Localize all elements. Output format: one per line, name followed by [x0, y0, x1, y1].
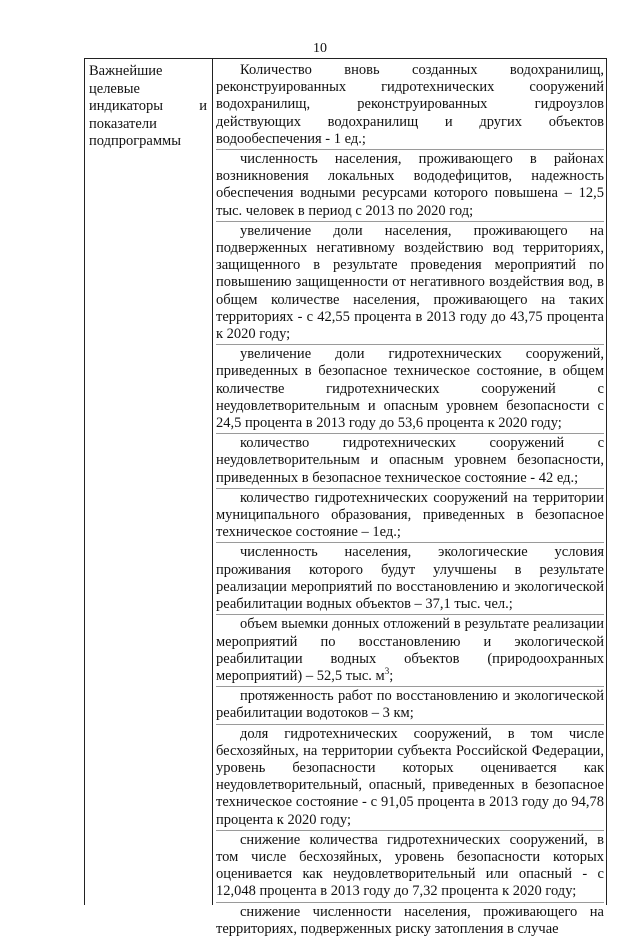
column-divider — [212, 59, 213, 905]
cubic-exponent: 3 — [384, 666, 390, 677]
indicator-ecology-population: численность населения, экологические условия проживания которого будут улучшены в результате реализации мероприятий по восстановлению и экологической реабилитации водных объектов – 37,1 тыс. чел.; — [216, 544, 604, 615]
indicator-ownerless-structures-share: доля гидротехнических сооружений, в том числе бесхозяйных, на территории субъекта Российской Федерации, уровень безопасности которых оценивается как неудовлетворительный, опасный, приведенных в безопасное техническое состояние - с 91,05 процента в 2013 году до 94,78 процента к 2020 году; — [216, 726, 604, 831]
indicator-safe-structures-share: увеличение доли гидротехнических сооружений, приведенных в безопасное техническое состояние, в общем количестве гидротехнических сооружений с неудовлетворительным и опасным уровнем безопасности с 24,5 процента в 2013 году до 53,6 процента к 2020 году; — [216, 346, 604, 434]
indicator-flood-risk-population: снижение численности населения, проживающего на территориях, подверженных риску затопления в случае — [216, 903, 604, 937]
indicator-municipal-structures-count: количество гидротехнических сооружений на территории муниципального образования, приведенных в безопасное техническое состояние – 1ед.; — [216, 490, 604, 544]
sediment-volume-text: объем выемки донных отложений в результате реализации мероприятий по восстановлению и экологической реабилитации водных объектов (природоохранных мероприятий) – 52,5 тыс. м — [216, 616, 604, 684]
indicator-safe-structures-count: количество гидротехнических сооружений с неудовлетворительным и опасным уровнем безопасности, приведенных в безопасное техническое состояние - 42 ед.; — [216, 435, 604, 489]
indicator-watercourse-length: протяженность работ по восстановлению и экологической реабилитации водотоков – 3 км; — [216, 688, 604, 724]
indicators-table — [84, 58, 607, 937]
indicator-sediment-volume — [216, 616, 604, 687]
indicator-water-deficit-population: численность населения, проживающего в районах возникновения локальных вододефицитов, надежность обеспечения водными ресурсами которого повышена – 12,5 тыс. человек в период с 2013 по 2020 год; — [216, 151, 604, 222]
indicator-protected-population-share: увеличение доли населения, проживающего на подверженных негативному воздействию вод территориях, защищенного в результате проведения мероприятий по повышению защищенности от негативного воздействия вод, в общем количестве населения, проживающего на таких территориях - с 42,55 процента в 2013 году до 43,75 процента к 2020 году; — [216, 223, 604, 345]
indicator-reservoirs-count: Количество вновь созданных водохранилищ, реконструированных гидротехнических сооружений водохранилищ, реконструированных гидроузлов действующих водохранилищ и других объектов водообеспечения - 1 ед.; — [216, 62, 604, 150]
indicators-list-cell — [216, 62, 604, 940]
indicators-heading-cell: Важнейшие целевые индикаторы и показатели подпрограммы — [89, 63, 207, 149]
page-number: 10 — [313, 41, 327, 56]
indicator-unsafe-structures-reduction: снижение количества гидротехнических сооружений, в том числе бесхозяйных, уровень безопасности которых оценивается как неудовлетворительный или опасный - с 12,048 процента в 2013 году до 7,32 процента к 2020 году; — [216, 832, 604, 903]
sediment-volume-tail: ; — [389, 667, 394, 684]
